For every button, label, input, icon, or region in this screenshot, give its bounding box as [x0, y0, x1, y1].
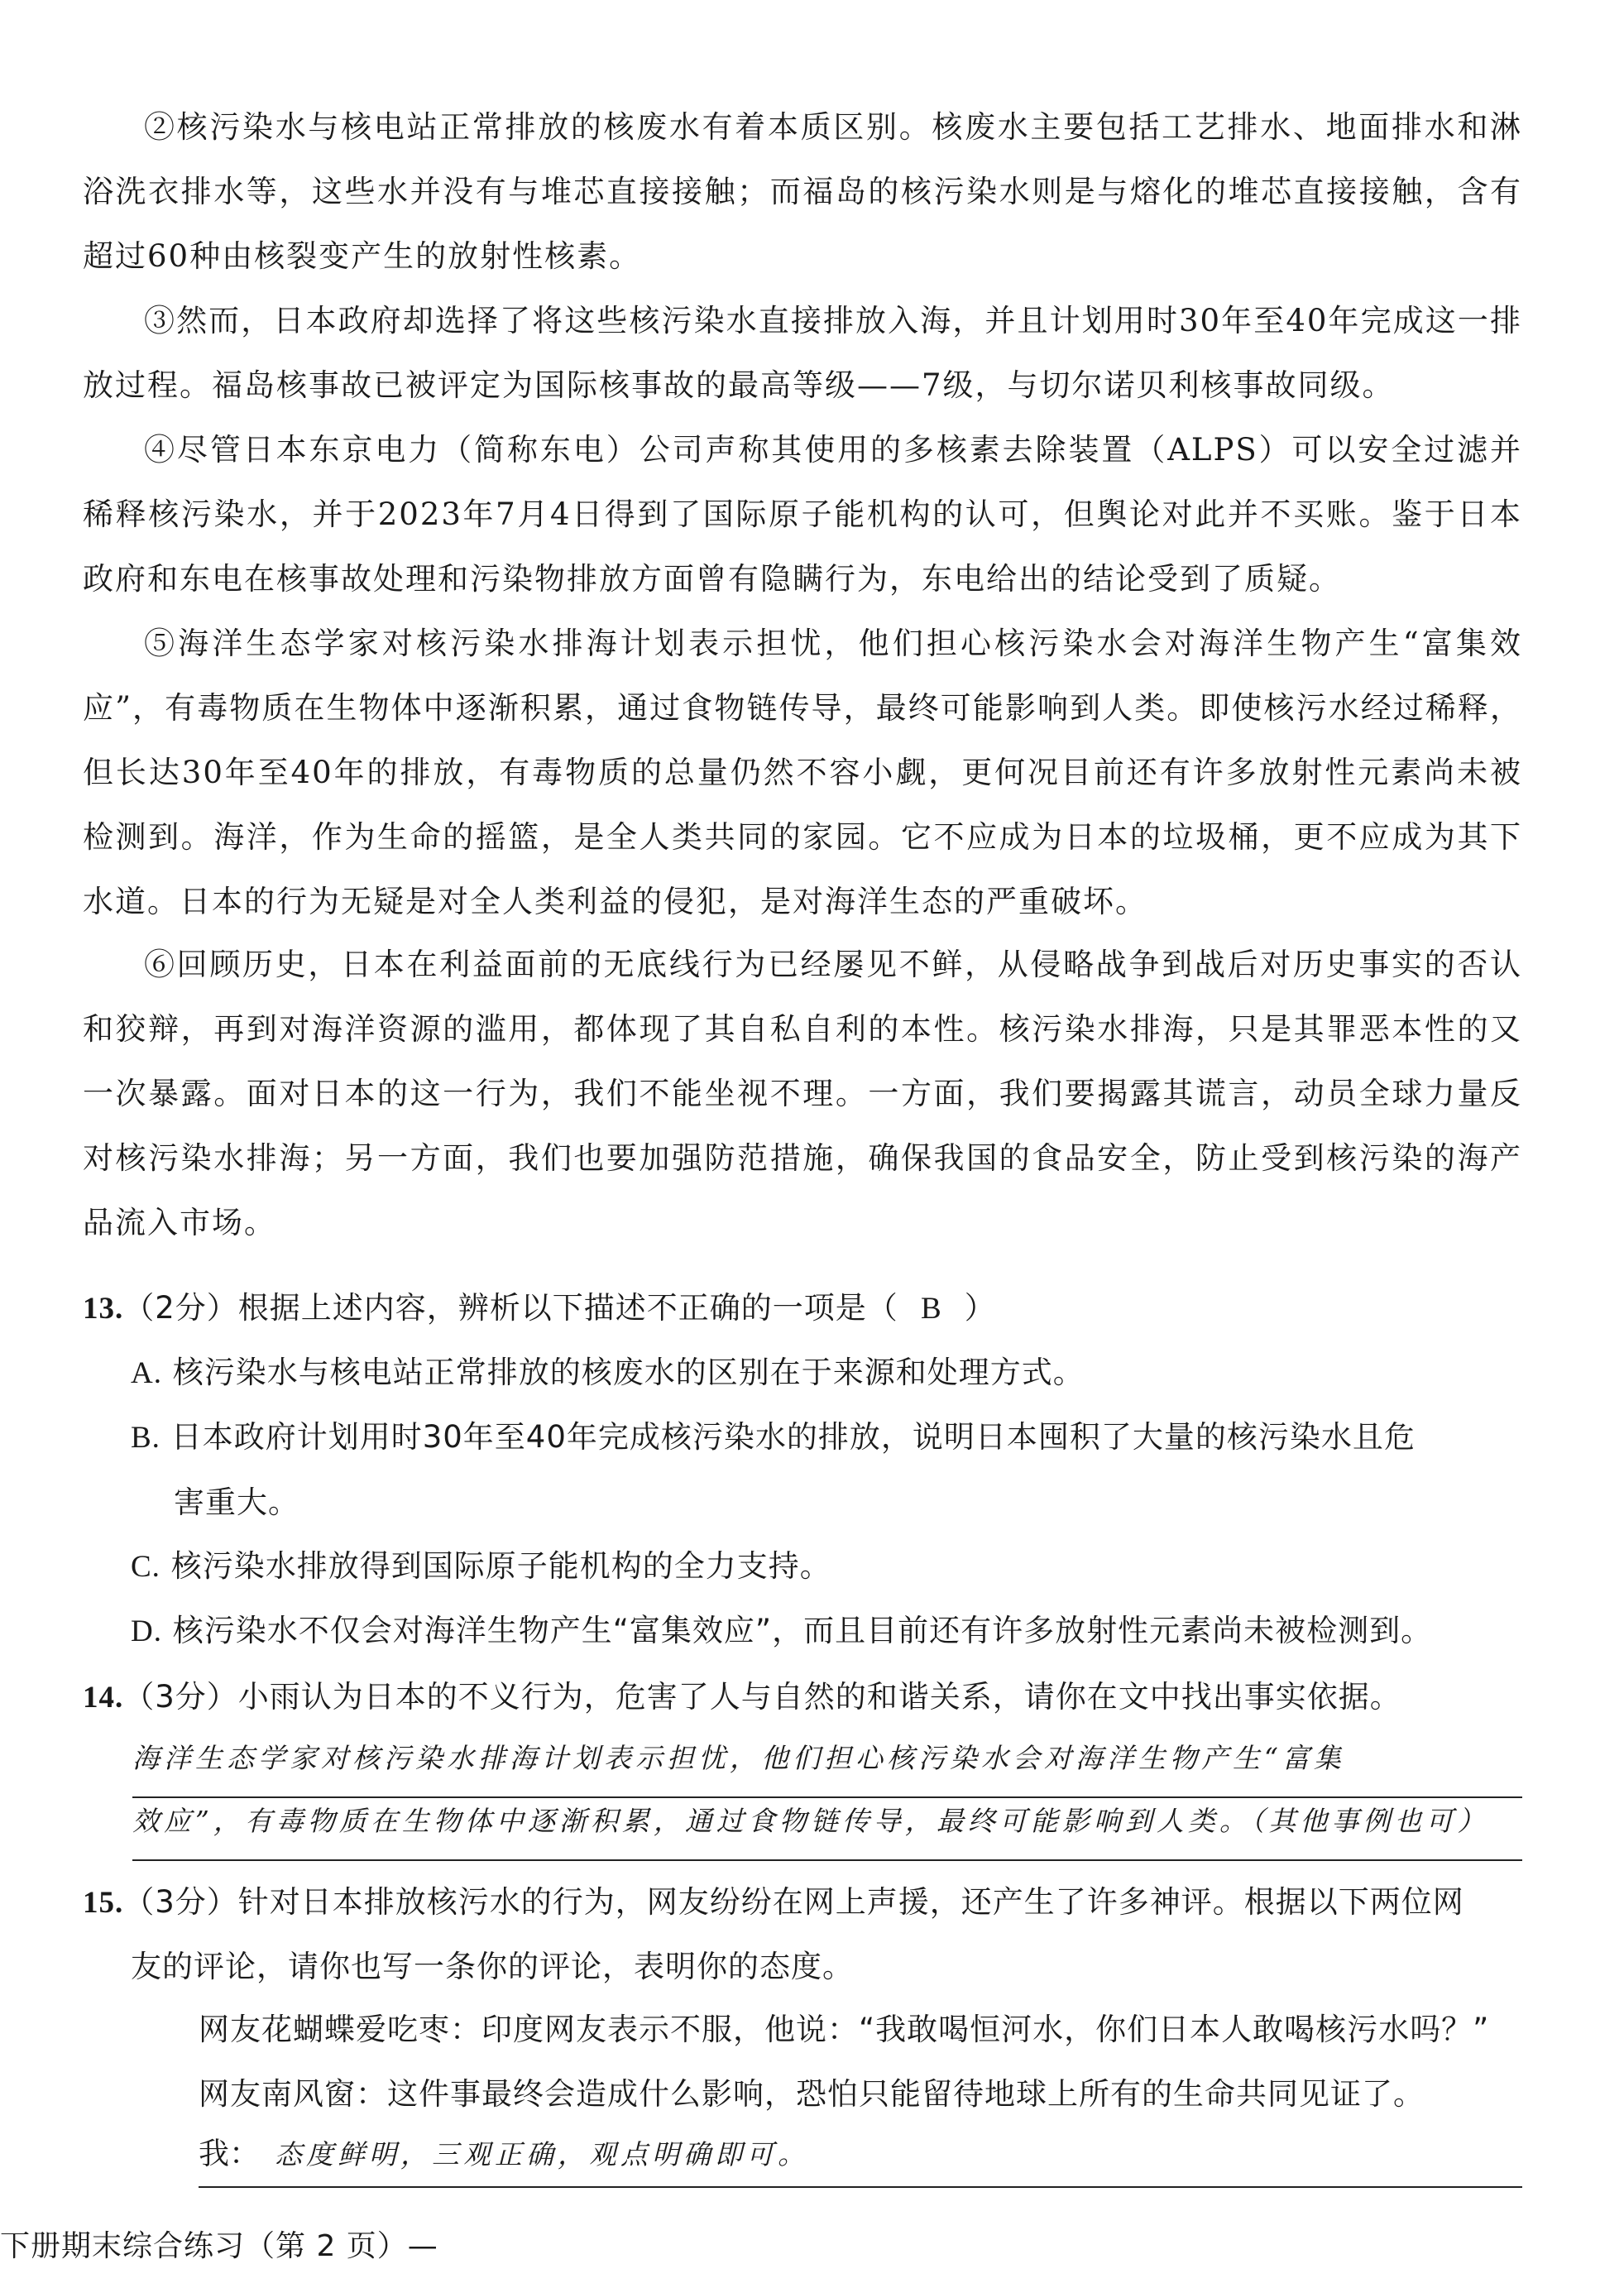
netizen-comment-2: 网友南风窗：这件事最终会造成什么影响，恐怕只能留待地球上所有的生命共同见证了。: [199, 2076, 1425, 2112]
option-a-letter: A.: [131, 1356, 162, 1390]
question-13-stem-end: ）: [964, 1290, 996, 1326]
option-c-letter: C.: [131, 1550, 160, 1584]
question-14: [83, 1665, 1522, 1730]
netizen-comment-1: 网友花蝴蝶爱吃枣：印度网友表示不服，他说：“我敢喝恒河水，你们日本人敢喝核污水吗？”: [199, 2012, 1490, 2047]
question-15-stem: （3分）针对日本排放核污水的行为，网友纷纷在网上声援，还产生了许多神评。根据以下两位网: [123, 1884, 1464, 1920]
question-14-number: 14.: [83, 1681, 124, 1715]
passage-paragraph-6: ⑥回顾历史，日本在利益面前的无底线行为已经屡见不鲜，从侵略战争到战后对历史事实的否认和狡辩，再到对海洋资源的滥用，都体现了其自私自利的本性。核污染水排海，只是其罪恶本性的又一次暴露。面对日本的这一行为，我们不能坐视不理。一方面，我们要揭露其谎言，动员全球力量反对核污染水排海；另一方面，我们也要加强防范措施，确保我国的食品安全，防止受到核污染的海产品流入市场。: [83, 947, 1522, 1240]
my-comment-answer[interactable]: 态度鲜明，三观正确，观点明确即可。: [275, 2138, 809, 2170]
option-a-text: 核污染水与核电站正常排放的核废水的区别在于来源和处理方式。: [172, 1355, 1085, 1390]
passage-paragraph-3: ③然而，日本政府却选择了将这些核污染水直接排放入海，并且计划用时30年至40年完成这一排放过程。福岛核事故已被评定为国际核事故的最高等级——7级，与切尔诺贝利核事故同级。: [83, 303, 1522, 403]
answer-14-line-1[interactable]: 海洋生态学家对核污染水排海计划表示担忧，他们担心核污染水会对海洋生物产生“富集: [132, 1734, 1522, 1798]
question-13-number: 13.: [83, 1292, 124, 1326]
option-b: [131, 1405, 1522, 1535]
my-comment-label: 我：: [199, 2136, 260, 2171]
passage-paragraph-4: ④尽管日本东京电力（简称东电）公司声称其使用的多核素去除装置（ALPS）可以安全过滤并稀释核污染水，并于2023年7月4日得到了国际原子能机构的认可，但舆论对此并不买账。鉴于日本政府和东电在核事故处理和污染物排放方面曾有隐瞒行为，东电给出的结论受到了质疑。: [83, 432, 1522, 597]
option-d-text: 核污染水不仅会对海洋生物产生“富集效应”，而且目前还有许多放射性元素尚未被检测到。: [172, 1613, 1433, 1648]
my-comment-line[interactable]: [199, 2125, 1522, 2188]
question-15-number: 15.: [83, 1886, 124, 1920]
question-13-answer: B: [920, 1292, 942, 1326]
option-d: [131, 1599, 1522, 1664]
answer-14-line-2[interactable]: 效应”，有毒物质在生物体中逐渐积累，通过食物链传导，最终可能影响到人类。（其他事例也可）: [132, 1796, 1522, 1861]
option-c: [131, 1534, 1522, 1600]
passage-paragraph-5: ⑤海洋生态学家对核污染水排海计划表示担忧，他们担心核污染水会对海洋生物产生“富集效应”，有毒物质在生物体中逐渐积累，通过食物链传导，最终可能影响到人类。即使核污水经过稀释，但长达30年至40年的排放，有毒物质的总量仍然不容小觑，更何况目前还有许多放射性元素尚未被检测到。海洋，作为生命的摇篮，是全人类共同的家园。它不应成为日本的垃圾桶，更不应成为其下水道。日本的行为无疑是对全人类利益的侵犯，是对海洋生态的严重破坏。: [83, 626, 1522, 919]
question-15-stem-continued: 友的评论，请你也写一条你的评论，表明你的态度。: [131, 1949, 854, 1984]
page-footer: 下册期末综合练习（第 2 页）—: [0, 2229, 438, 2263]
option-b-letter: B.: [131, 1421, 160, 1455]
option-c-text: 核污染水排放得到国际原子能机构的全力支持。: [170, 1548, 831, 1584]
option-d-letter: D.: [131, 1614, 162, 1648]
question-15: [83, 1870, 1522, 1935]
passage-paragraph-2: ②核污染水与核电站正常排放的核废水有着本质区别。核废水主要包括工艺排水、地面排水和淋浴洗衣排水等，这些水并没有与堆芯直接接触；而福岛的核污染水则是与熔化的堆芯直接接触，含有超过60种由核裂变产生的放射性核素。: [83, 109, 1522, 274]
question-13-stem: （2分）根据上述内容，辨析以下描述不正确的一项是（: [123, 1290, 898, 1326]
option-b-text-continued: 害重大。: [174, 1485, 299, 1520]
question-14-stem: （3分）小雨认为日本的不义行为，危害了人与自然的和谐关系，请你在文中找出事实依据。: [123, 1679, 1401, 1715]
question-13: [83, 1276, 1522, 1341]
option-a: [131, 1341, 1522, 1406]
option-b-text: 日本政府计划用时30年至40年完成核污染水的排放，说明日本囤积了大量的核污染水且危: [170, 1419, 1416, 1455]
